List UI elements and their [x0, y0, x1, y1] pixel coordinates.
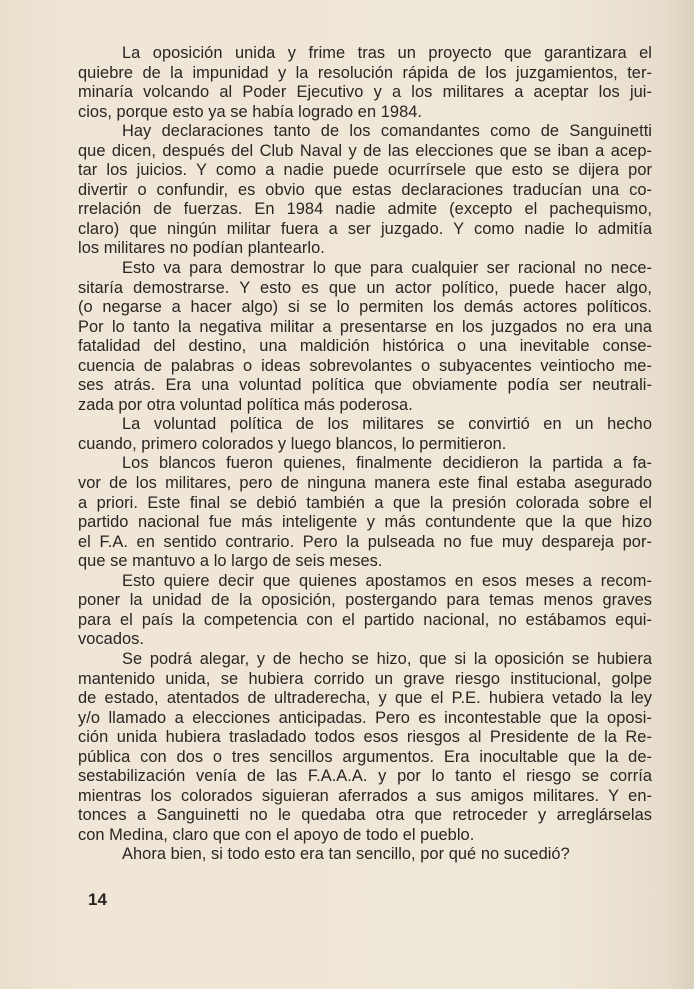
text-line: minaría volcando al Poder Ejecutivo y a los militares a aceptar los jui- — [78, 83, 652, 102]
text-line: que se mantuvo a lo largo de seis meses. — [78, 552, 383, 571]
text-line: poner la unidad de la oposición, postergando para temas menos graves — [78, 591, 652, 610]
text-line: tar los juicios. Y como a nadie puede ocurrírsele que esto se dijera por — [78, 161, 652, 180]
text-line: pública con dos o tres sencillos argumentos. Era inocultable que la de- — [78, 747, 652, 766]
text-line: (o negarse a hacer algo) si se lo permiten los demás actores políticos. — [78, 298, 652, 317]
text-line: divertir o confundir, es obvio que estas declaraciones traducían una co- — [78, 180, 652, 199]
text-line: vocados. — [78, 630, 145, 649]
text-line: a priori. Este final se debió también a que la presión colorada sobre el — [78, 493, 652, 512]
text-line: cuando, primero colorados y luego blancos, lo permitieron. — [78, 434, 507, 453]
text-line: claro) que ningún militar fuera a ser juzgado. Y como nadie lo admitía — [78, 219, 652, 238]
text-line: ción unida hubiera trasladado todos esos riesgos al Presidente de la Re- — [78, 728, 652, 747]
text-line: La voluntad política de los militares se convirtió en un hecho — [122, 415, 652, 434]
text-line: con Medina, claro que con el apoyo de todo el pueblo. — [78, 825, 475, 844]
text-line: y/o llamado a elecciones anticipadas. Pero es incontestable que la oposi- — [78, 708, 652, 727]
text-line: Se podrá alegar, y de hecho se hizo, que si la oposición se hubiera — [122, 649, 652, 668]
text-line: sitaría demostrarse. Y esto es que un actor político, puede hacer algo, — [78, 278, 652, 297]
text-line: que dicen, después del Club Naval y de las elecciones que se iban a acep- — [78, 141, 652, 160]
text-line: Esto va para demostrar lo que para cualquier ser racional no nece- — [122, 259, 652, 278]
text-line: cuencia de palabras o ideas sobrevolantes o subyacentes veintiocho me- — [78, 356, 652, 375]
text-line: Por lo tanto la negativa militar a presentarse en los juzgados no era una — [78, 317, 652, 336]
text-line: La oposición unida y frime tras un proyecto que garantizara el — [122, 44, 652, 62]
text-line: partido nacional fue más inteligente y más contundente que la que hizo — [78, 513, 652, 532]
text-line: rrelación de fuerzas. En 1984 nadie admite (excepto el pachequismo, — [78, 200, 652, 219]
text-line: cios, porque esto ya se había logrado en 1984. — [78, 102, 423, 121]
text-line: fatalidad del destino, una maldición histórica o una inevitable conse- — [78, 337, 652, 356]
text-line: para el país la competencia con el partido nacional, no estábamos equi- — [78, 610, 652, 629]
page-number: 14 — [88, 890, 107, 909]
text-line: quiebre de la impunidad y la resolución rápida de los juzgamientos, ter- — [78, 63, 652, 82]
text-line: tonces a Sanguinetti no le quedaba otra que retroceder y arreglárselas — [78, 806, 652, 825]
text-line: Los blancos fueron quienes, finalmente decidieron la partida a fa- — [122, 454, 652, 473]
text-line: los militares no podían plantearlo. — [78, 239, 325, 258]
text-line: mientras los colorados siguieran aferrados a sus amigos militares. Y en- — [78, 786, 652, 805]
text-line: mantenido unida, se hubiera corrido un grave riesgo institucional, golpe — [78, 669, 652, 688]
body-text — [78, 44, 652, 865]
text-line: Ahora bien, si todo esto era tan sencillo, por qué no sucedió? — [122, 845, 570, 864]
text-line: Hay declaraciones tanto de los comandantes como de Sanguinetti — [122, 122, 652, 141]
text-line: sestabilización venía de las F.A.A.A. y por lo tanto el riesgo se corría — [78, 767, 652, 786]
text-line: de estado, atentados de ultraderecha, y que el P.E. hubiera vetado la ley — [78, 689, 652, 708]
text-line: ses atrás. Era una voluntad política que obviamente podía ser neutrali- — [78, 376, 652, 395]
text-line: vor de los militares, pero de ninguna manera este final estaba asegurado — [78, 474, 652, 493]
text-line: Esto quiere decir que quienes apostamos en esos meses a recom- — [122, 571, 652, 590]
text-line: zada por otra voluntad política más poderosa. — [78, 395, 413, 414]
text-line: el F.A. en sentido contrario. Pero la pulseada no fue muy despareja por- — [78, 532, 652, 551]
